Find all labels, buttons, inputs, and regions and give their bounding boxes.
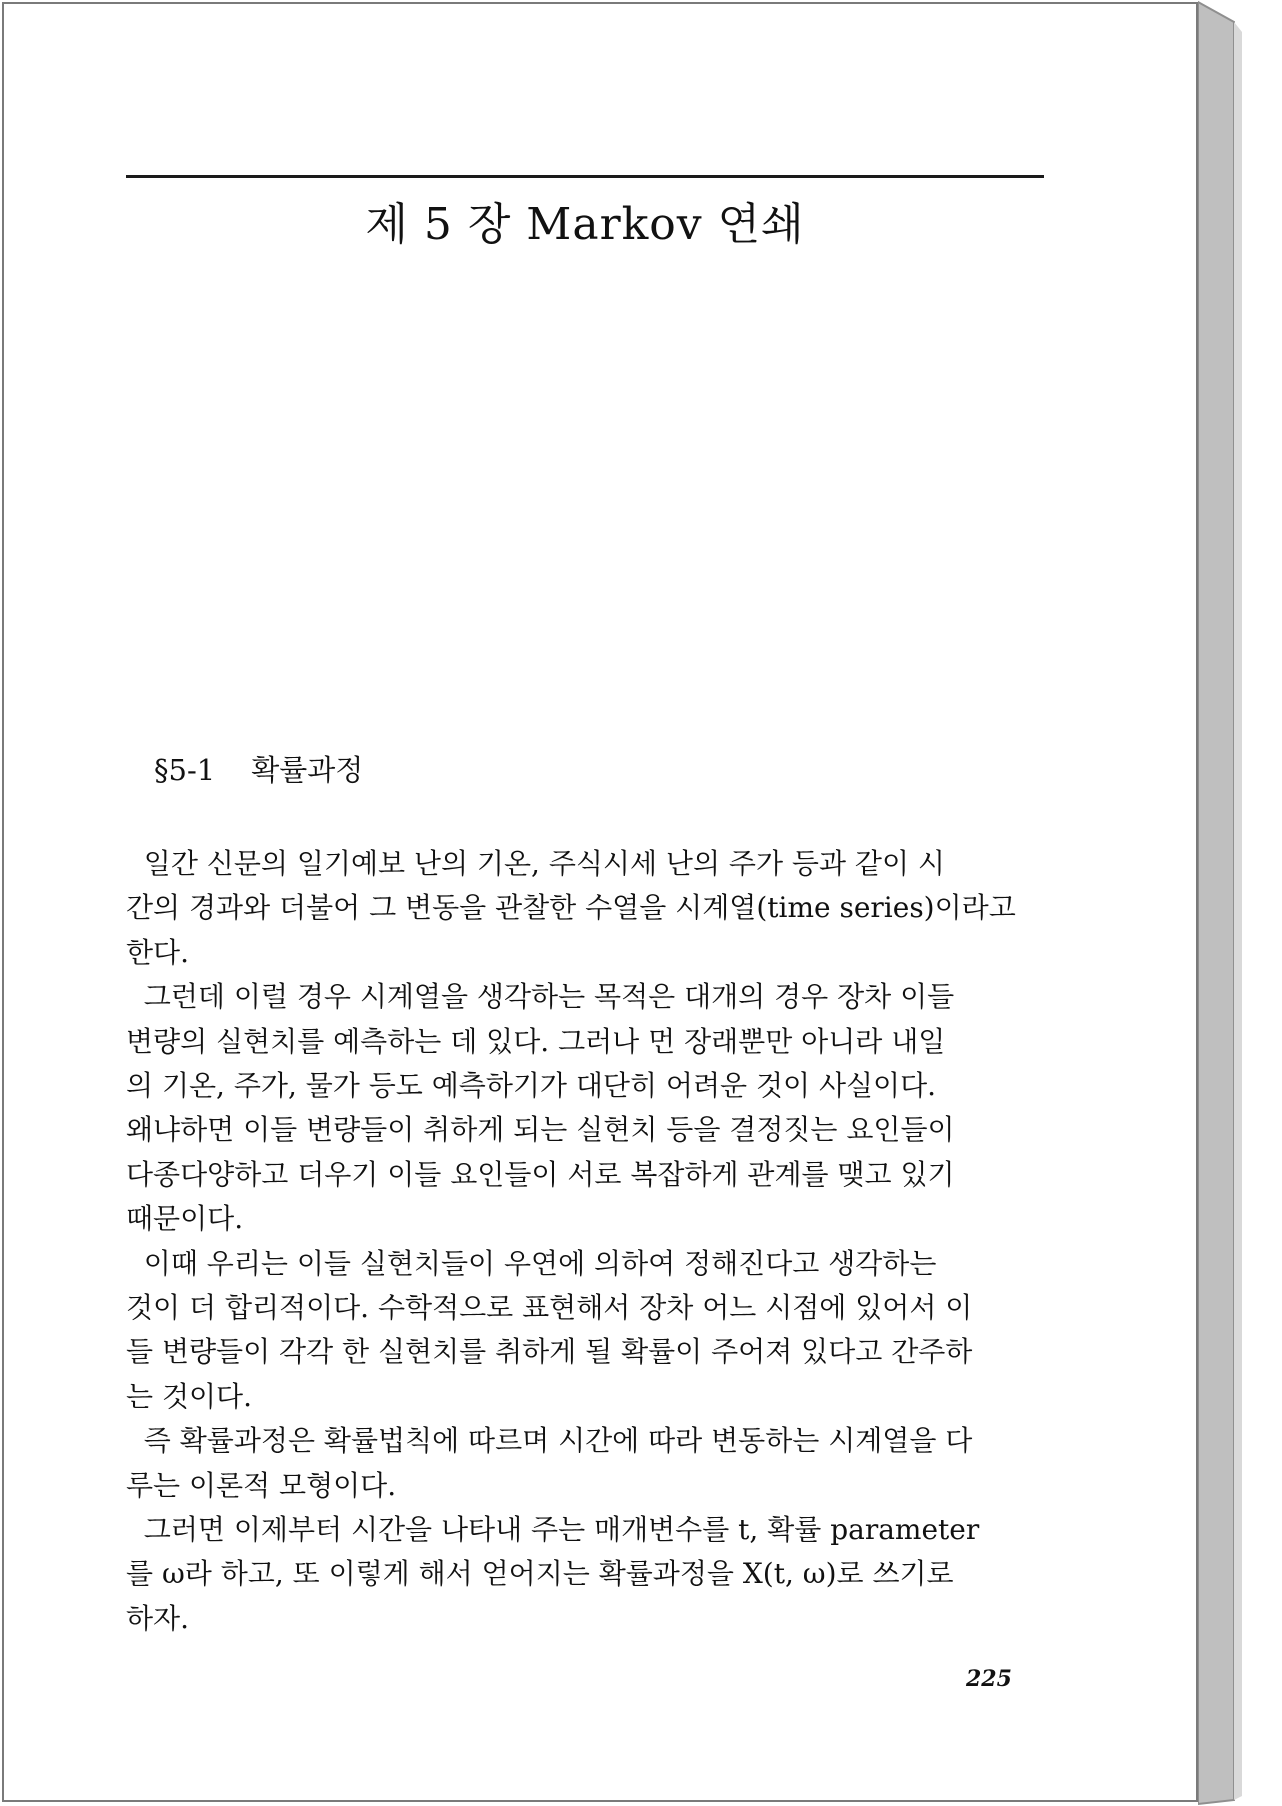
body-line: 루는 이론적 모형이다. [126,1468,397,1502]
section-heading [154,748,363,789]
body-line: 는 것이다. [126,1379,252,1413]
body-line: 들 변량들이 각각 한 실현치를 취하게 될 확률이 주어져 있다고 간주하 [126,1335,973,1369]
page-edge-shadow [1198,0,1278,1806]
body-line: 다종다양하고 더우기 이들 요인들이 서로 복잡하게 관계를 맺고 있기 [126,1157,955,1191]
page-number: 225 [966,1666,1012,1692]
body-line: 그런데 이럴 경우 시계열을 생각하는 목적은 대개의 경우 장차 이들 [126,980,955,1014]
body-line: 때문이다. [126,1202,244,1236]
body-line: 왜냐하면 이들 변량들이 취하게 되는 실현치 등을 결정짓는 요인들이 [126,1113,955,1147]
body-line: 한다. [126,935,189,969]
body-line: 일간 신문의 일기예보 난의 기온, 주식시세 난의 주가 등과 같이 시 [126,847,945,880]
section-number: §5-1 [154,753,216,787]
section-title: 확률과정 [251,753,364,787]
body-line: 그러면 이제부터 시간을 나타내 주는 매개변수를 t, 확률 parameter [126,1513,980,1546]
body-line: 즉 확률과정은 확률법칙에 따르며 시간에 따라 변동하는 시계열을 다 [126,1424,973,1458]
body-line: 하자. [126,1601,189,1635]
body-line: 이때 우리는 이들 실현치들이 우연에 의하여 정해진다고 생각하는 [126,1246,937,1280]
body-line: 간의 경과와 더불어 그 변동을 관찰한 수열을 시계열(time series)이라고 [126,891,1016,925]
body-line: 것이 더 합리적이다. 수학적으로 표현해서 장차 어느 시점에 있어서 이 [126,1291,973,1324]
chapter-title: 제 5 장 Markov 연쇄 [365,199,805,250]
chapter-rule [126,175,1044,178]
body-line: 를 ω라 하고, 또 이렇게 해서 얻어지는 확률과정을 X(t, ω)로 쓰기로 [126,1557,954,1591]
body-line: 의 기온, 주가, 물가 등도 예측하기가 대단히 어려운 것이 사실이다. [126,1069,937,1102]
body-line: 변량의 실현치를 예측하는 데 있다. 그러나 먼 장래뿐만 아니라 내일 [126,1024,946,1058]
